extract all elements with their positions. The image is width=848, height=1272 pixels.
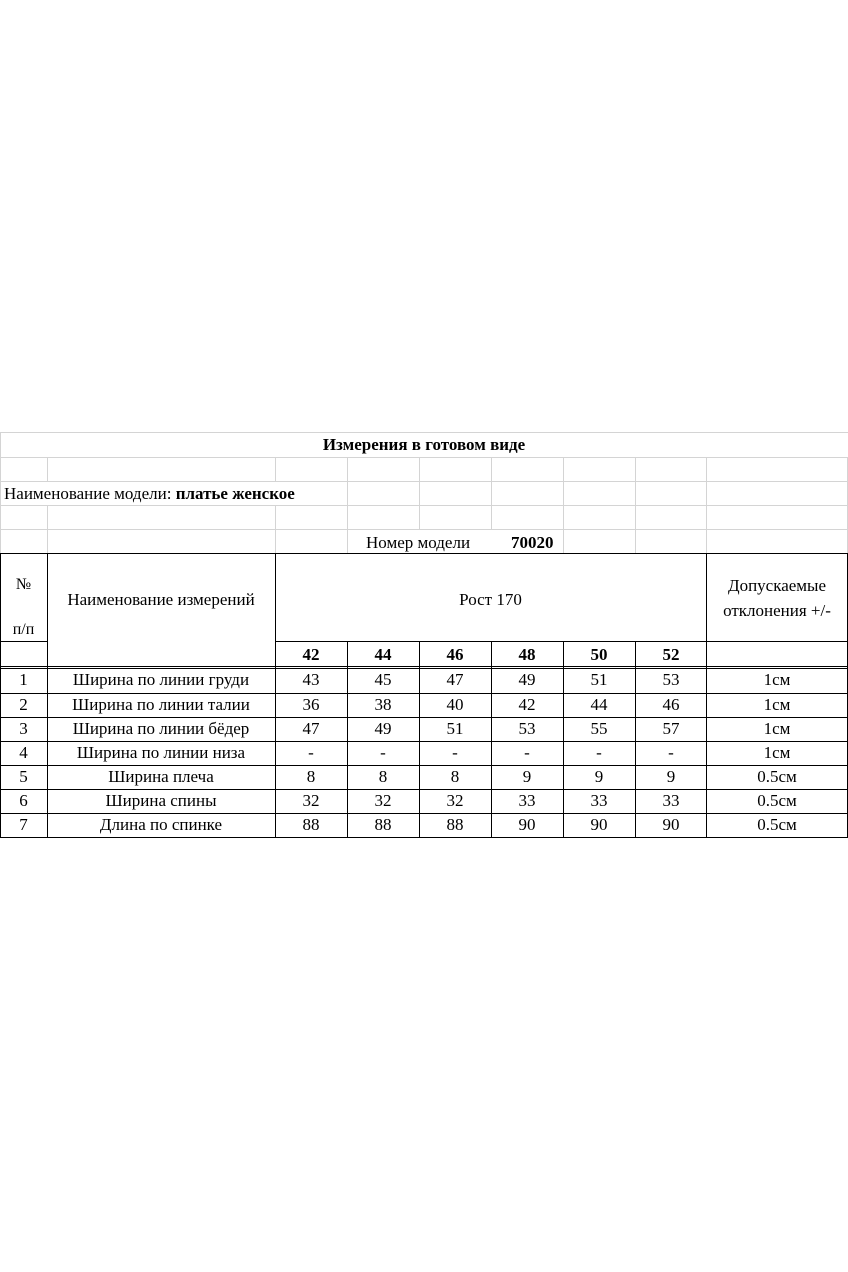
row-number-cell: 4	[19, 743, 28, 762]
measure-name-cell: Ширина плеча	[108, 767, 214, 786]
measurement-value-cell: 57	[662, 719, 680, 738]
size-header-cell: 52	[662, 645, 680, 664]
measurement-value-cell: 45	[374, 670, 392, 689]
measurement-value-cell: 9	[522, 767, 532, 786]
number-header-top: №	[15, 576, 32, 593]
measure-name-cell: Длина по спинке	[99, 815, 223, 834]
measurement-value-cell: 88	[302, 815, 320, 834]
measurement-value-cell: 88	[374, 815, 392, 834]
row-number-cell: 3	[19, 719, 28, 738]
measurement-value-cell: 44	[590, 695, 608, 714]
measurement-value-cell: -	[668, 743, 674, 762]
row-number-cell: 1	[19, 670, 28, 689]
grid-line	[47, 457, 48, 553]
grid-line	[0, 837, 848, 838]
measurement-value-cell: 90	[590, 815, 608, 834]
measurement-value-cell: 32	[302, 791, 320, 810]
sheet-title: Измерения в готовом виде	[322, 435, 526, 454]
model-name-row	[4, 485, 295, 502]
grid-line	[706, 641, 848, 642]
number-header-bottom: п/п	[12, 621, 35, 638]
measurement-value-cell: 53	[518, 719, 536, 738]
model-number-value: 70020	[511, 533, 554, 552]
measurement-value-cell: -	[308, 743, 314, 762]
measurement-value-cell: 47	[446, 670, 464, 689]
grid-line	[0, 505, 848, 506]
measurement-value-cell: -	[452, 743, 458, 762]
grid-line	[0, 693, 848, 694]
grid-line	[0, 641, 47, 642]
measure-name-cell: Ширина по линии низа	[76, 743, 246, 762]
measurement-value-cell: 33	[518, 791, 536, 810]
measure-name-header: Наименование измерений	[67, 590, 255, 609]
size-header-cell: 48	[518, 645, 536, 664]
grid-line	[0, 432, 848, 433]
tolerance-cell: 1см	[763, 670, 791, 689]
measurement-value-cell: 8	[450, 767, 460, 786]
measurement-value-cell: -	[596, 743, 602, 762]
measurement-value-cell: 36	[302, 695, 320, 714]
grid-line	[0, 717, 848, 718]
tolerance-cell: 0.5см	[757, 791, 797, 810]
grid-line	[0, 668, 848, 669]
measurement-value-cell: 51	[446, 719, 464, 738]
measurement-value-cell: 47	[302, 719, 320, 738]
measurement-value-cell: 53	[662, 670, 680, 689]
measurement-value-cell: 33	[590, 791, 608, 810]
row-number-cell: 2	[19, 695, 28, 714]
measurement-value-cell: 49	[518, 670, 536, 689]
measurement-value-cell: 51	[590, 670, 608, 689]
size-header-cell: 44	[374, 645, 392, 664]
grid-line	[0, 666, 848, 667]
measurement-value-cell: 46	[662, 695, 680, 714]
grid-line	[0, 813, 848, 814]
measurement-value-cell: -	[524, 743, 530, 762]
grid-line	[0, 741, 848, 742]
size-header-cell: 46	[446, 645, 464, 664]
row-number-cell: 7	[19, 815, 28, 834]
measurement-value-cell: 32	[374, 791, 392, 810]
tolerance-cell: 1см	[763, 695, 791, 714]
tolerance-header-line2: отклонения +/-	[723, 601, 831, 620]
measure-name-cell: Ширина по линии груди	[72, 670, 250, 689]
tolerance-cell: 0.5см	[757, 767, 797, 786]
grid-line	[635, 457, 636, 553]
grid-line	[0, 553, 848, 554]
row-number-cell: 5	[19, 767, 28, 786]
measurement-value-cell: 9	[666, 767, 676, 786]
measure-name-cell: Ширина спины	[105, 791, 217, 810]
measurement-value-cell: 38	[374, 695, 392, 714]
height-header: Рост 170	[459, 590, 522, 609]
measurement-value-cell: 43	[302, 670, 320, 689]
measure-name-cell: Ширина по линии бёдер	[72, 719, 250, 738]
measurement-value-cell: 49	[374, 719, 392, 738]
tolerance-header-line1: Допускаемые	[727, 576, 827, 595]
measurement-value-cell: 32	[446, 791, 464, 810]
grid-line	[275, 457, 276, 553]
size-header-cell: 42	[302, 645, 320, 664]
tolerance-cell: 1см	[763, 743, 791, 762]
grid-line	[0, 789, 848, 790]
measurement-value-cell: 88	[446, 815, 464, 834]
measurement-value-cell: 42	[518, 695, 536, 714]
measure-name-cell: Ширина по линии талии	[72, 695, 250, 714]
measurement-value-cell: 9	[594, 767, 604, 786]
grid-line	[0, 457, 848, 458]
measurement-value-cell: 8	[306, 767, 316, 786]
grid-line	[706, 457, 707, 553]
model-name-label: Наименование модели:	[4, 484, 172, 503]
grid-line	[563, 457, 564, 553]
measurement-value-cell: 8	[378, 767, 388, 786]
measurement-value-cell: 40	[446, 695, 464, 714]
measurement-sheet	[0, 432, 848, 838]
model-name-value: платье женское	[175, 484, 295, 503]
tolerance-cell: 1см	[763, 719, 791, 738]
size-header-cell: 50	[590, 645, 608, 664]
model-number-label: Номер модели	[366, 533, 471, 552]
measurement-value-cell: 90	[662, 815, 680, 834]
measurement-value-cell: 33	[662, 791, 680, 810]
measurement-value-cell: 90	[518, 815, 536, 834]
tolerance-cell: 0.5см	[757, 815, 797, 834]
grid-line	[0, 765, 848, 766]
row-number-cell: 6	[19, 791, 28, 810]
measurement-value-cell: 55	[590, 719, 608, 738]
measurement-value-cell: -	[380, 743, 386, 762]
